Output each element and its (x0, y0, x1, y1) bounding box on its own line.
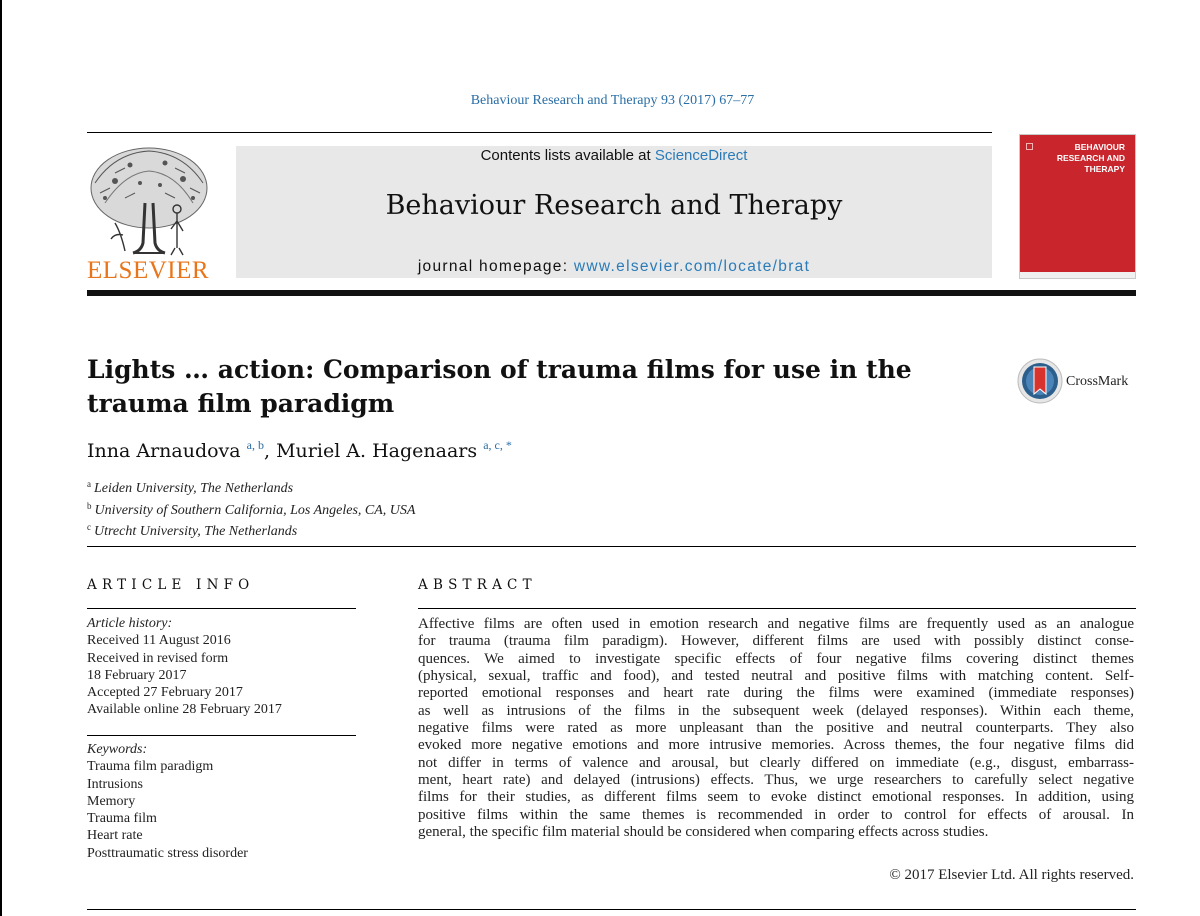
cover-bottom-strip (1020, 272, 1135, 278)
history-item: Received 11 August 2016 (87, 633, 231, 649)
abstract-line: quences. We aimed to investigate specific effects of four negative films covering distinct themes (418, 650, 1134, 667)
cover-title (1025, 142, 1125, 175)
author-name[interactable]: Muriel A. Hagenaars (276, 440, 478, 462)
keywords-block (87, 741, 248, 862)
abstract-heading: ABSTRACT (418, 577, 537, 593)
affiliation-list (87, 476, 415, 541)
journal-homepage-link[interactable]: www.elsevier.com/locate/brat (573, 258, 811, 275)
article-title: Lights … action: Comparison of trauma films for use in the trauma film paradigm (87, 355, 912, 418)
contents-line (236, 147, 992, 164)
copyright-notice: © 2017 Elsevier Ltd. All rights reserved. (889, 867, 1134, 883)
cover-title-line: BEHAVIOUR (1074, 142, 1125, 152)
affiliation-item (87, 519, 415, 541)
abstract-line: positive films within the same themes is recommended in order to control for effects of arousal. In (418, 806, 1134, 823)
abstract-line: ment, heart rate) and delayed (intrusions) effects. Thus, we urge researchers to carefully select negative (418, 772, 1134, 789)
abstract-line: films for their studies, as different films seem to evoke distinct emotional responses. In addition, using (418, 789, 1134, 806)
affiliation-text: Utrecht University, The Netherlands (94, 524, 298, 539)
affiliation-text: University of Southern California, Los Angeles, CA, USA (94, 502, 416, 518)
abstract-line: as well as intrusions of the films in the subsequent week (delayed responses). Within each theme, (418, 702, 1134, 719)
abstract-line: negative films were rated as more unpleasant than the positive and neutral counterparts. They also (418, 720, 1134, 737)
section-divider (87, 546, 1136, 547)
history-label: Article history: (87, 616, 173, 631)
author-name[interactable]: Inna Arnaudova (87, 440, 241, 462)
homepage-line (236, 258, 992, 276)
abstract-line: for trauma (trauma film paradigm). However, different films are used with possibly distinct conse- (418, 633, 1134, 650)
keyword-item: Posttraumatic stress disorder (87, 845, 248, 861)
journal-name: Behaviour Research and Therapy (385, 190, 843, 221)
keywords-label: Keywords: (87, 742, 148, 757)
keyword-item: Memory (87, 793, 136, 809)
author-affiliation-marks[interactable]: a, b (246, 438, 264, 452)
author-list (87, 438, 512, 462)
history-item: Available online 28 February 2017 (87, 702, 282, 718)
history-item: Accepted 27 February 2017 (87, 685, 243, 701)
abstract-line: evoked more negative emotions and more intrusive memories. Across themes, the four negative films did (418, 737, 1134, 754)
abstract-line: (physical, sexual, traffic and food), and tested neutral and positive films with matching content. Self- (418, 668, 1134, 685)
abstract-line: Affective films are often used in emotion research and negative films are frequently used as an analogue (418, 616, 1134, 632)
affiliation-mark: b (87, 500, 92, 511)
article-info-heading: ARTICLE INFO (87, 577, 255, 593)
affiliation-item (87, 498, 415, 520)
cover-title-line: THERAPY (1084, 164, 1125, 174)
article-history (87, 615, 282, 719)
abstract-line: general, the specific film material should be considered when comparing effects across studies. (418, 824, 989, 841)
journal-citation-link[interactable]: Behaviour Research and Therapy 93 (2017) 67–77 (470, 93, 755, 108)
header-rule (87, 132, 992, 133)
affiliation-mark: c (87, 522, 91, 532)
contents-prefix: Contents lists available at (480, 147, 655, 164)
keywords-rule (87, 735, 356, 736)
abstract-rule (418, 608, 1136, 609)
history-item: Received in revised form (87, 650, 229, 666)
crossmark-label[interactable]: CrossMark (1066, 374, 1129, 389)
header-thick-rule (87, 290, 1136, 296)
page-left-edge (0, 0, 2, 916)
elsevier-wordmark: ELSEVIER (87, 257, 210, 284)
abstract-line: not differ in terms of valence and arousal, but clearly differed on immediate (e.g., disgust, embarrass- (418, 754, 1134, 771)
affiliation-text: Leiden University, The Netherlands (94, 481, 294, 496)
bottom-rule (87, 909, 1136, 910)
journal-cover-thumbnail[interactable] (1019, 134, 1136, 279)
sciencedirect-link[interactable]: ScienceDirect (654, 147, 748, 164)
keyword-item: Trauma film (87, 811, 157, 827)
affiliation-mark: a (87, 479, 91, 489)
history-item: 18 February 2017 (87, 667, 187, 683)
keyword-item: Trauma film paradigm (87, 759, 214, 775)
crossmark-icon[interactable] (1017, 358, 1063, 404)
abstract-line: reported emotional responses and heart rate during the films were examined (immediate responses) (418, 685, 1134, 702)
keyword-item: Intrusions (87, 776, 143, 792)
keyword-item: Heart rate (87, 828, 143, 844)
homepage-prefix: journal homepage: (417, 258, 574, 275)
abstract-body (418, 616, 1134, 841)
cover-title-line: RESEARCH AND (1056, 153, 1125, 163)
author-affiliation-marks[interactable]: a, c, * (483, 438, 512, 452)
affiliation-item (87, 476, 415, 498)
article-info-rule (87, 608, 356, 609)
author-separator: , (264, 440, 277, 462)
